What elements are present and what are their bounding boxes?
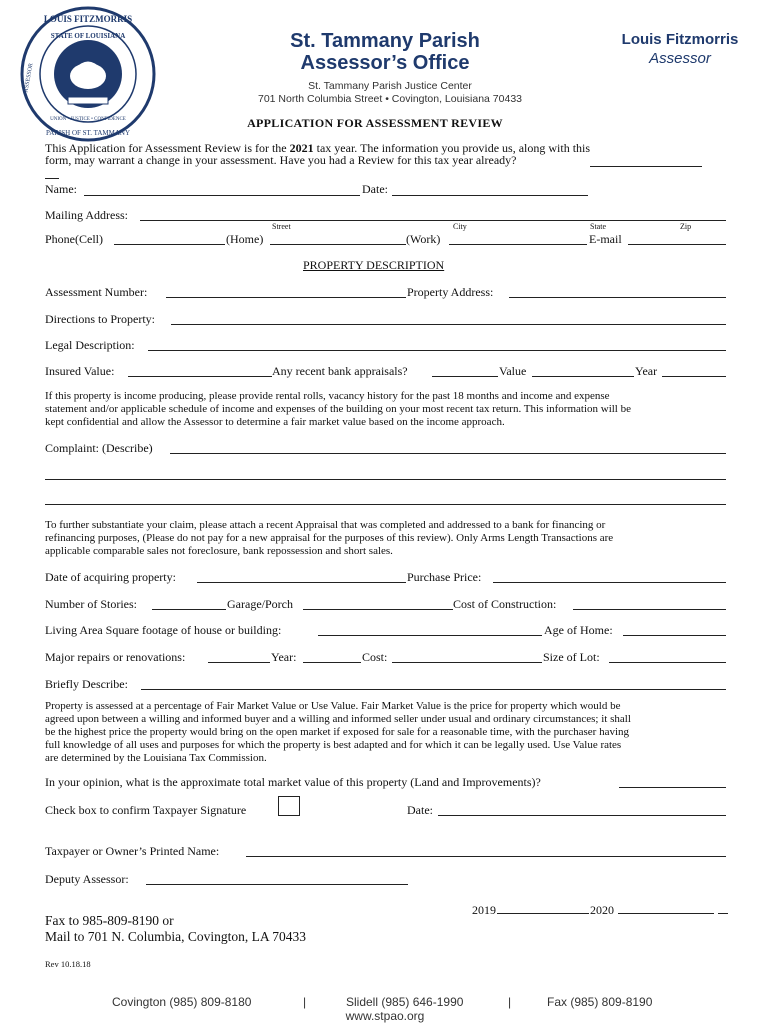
seal-top-text: LOUIS FITZMORRIS <box>43 14 133 24</box>
signature-date-label: Date: <box>407 803 433 817</box>
insured-value-field[interactable] <box>128 376 272 377</box>
intro-post: tax year. The information you provide us, along with this <box>313 141 591 155</box>
fmv-line1: Property is assessed at a percentage of Fair Market Value or Use Value. Fair Market Value is the price for property which would be <box>45 700 621 712</box>
office-title <box>230 30 540 74</box>
legal-description-label: Legal Description: <box>45 338 135 352</box>
footer-website-link[interactable]: www.stpao.org <box>345 1009 425 1023</box>
garage-porch-field[interactable] <box>303 609 453 610</box>
signature-date-field[interactable] <box>438 815 726 816</box>
submission-instructions <box>45 913 306 945</box>
age-of-home-label: Age of Home: <box>544 623 613 637</box>
insured-value-label: Insured Value: <box>45 364 115 378</box>
fmv-line2: agreed upon between a willing and informed buyer and a willing and informed seller under usual and ordinary circumstances; it shall <box>45 713 631 725</box>
repairs-cost-field[interactable] <box>392 662 542 663</box>
complaint-field[interactable] <box>170 453 726 454</box>
property-description-heading: PROPERTY DESCRIPTION <box>303 258 445 272</box>
repairs-field[interactable] <box>208 662 270 663</box>
legal-description-field[interactable] <box>148 350 726 351</box>
fmv-line3: be the highest price the property would bring on the open market if exposed for sale for a reasonable time, with the purchaser having <box>45 726 630 738</box>
repairs-label: Major repairs or renovations: <box>45 650 186 664</box>
intro-year: 2021 <box>289 141 314 155</box>
name-label: Name: <box>45 182 77 196</box>
year-2019-label: 2019 <box>472 903 496 917</box>
garage-porch-label: Garage/Porch <box>227 597 293 611</box>
mailing-address-field[interactable] <box>140 220 726 221</box>
income-line1: If this property is income producing, please provide rental rolls, vacancy history for the past 18 months and income and expense <box>45 390 610 402</box>
complaint-field-line3[interactable] <box>45 504 726 505</box>
year-2020-label: 2020 <box>590 903 614 917</box>
stories-field[interactable] <box>152 609 226 610</box>
zip-caption: Zip <box>680 222 692 231</box>
phone-work-field[interactable] <box>449 244 587 245</box>
assessment-number-field[interactable] <box>166 297 406 298</box>
directions-label: Directions to Property: <box>45 312 155 326</box>
intro-line2: form, may warrant a change in your assessment. Have you had a Review for this tax year already? <box>45 153 517 167</box>
footer-fax: Fax (985) 809-8190 <box>547 995 653 1009</box>
fair-market-value-explanation <box>45 700 745 765</box>
prior-review-answer-field[interactable] <box>590 166 702 167</box>
office-title-line1: St. Tammany Parish <box>290 30 480 52</box>
income-line2: statement and/or applicable schedule of income and expenses of the building on your most recent tax return. This information will be <box>45 403 631 415</box>
substantiate-line1: To further substantiate your claim, please attach a recent Appraisal that was completed and addressed to a bank for financing or <box>45 519 606 531</box>
age-of-home-field[interactable] <box>623 635 726 636</box>
address-line2: 701 North Columbia Street • Covington, Louisiana 70433 <box>257 93 522 105</box>
phone-home-label: (Home) <box>226 232 264 246</box>
repairs-year-label: Year: <box>271 650 297 664</box>
intro-pre: This Application for Assessment Review is for the <box>45 141 290 155</box>
lot-size-label: Size of Lot: <box>543 650 600 664</box>
footer-covington-phone: Covington (985) 809-8180 <box>112 995 252 1009</box>
appraisal-year-label: Year <box>635 364 658 378</box>
living-area-field[interactable] <box>318 635 542 636</box>
property-address-label: Property Address: <box>407 285 494 299</box>
phone-cell-label: Phone(Cell) <box>45 232 103 246</box>
repairs-cost-label: Cost: <box>362 650 388 664</box>
fax-instruction: Fax to 985-809-8190 or <box>45 913 174 928</box>
deputy-assessor-label: Deputy Assessor: <box>45 872 129 886</box>
seal-side-text: ASSESSOR <box>23 62 35 93</box>
year-2019-field[interactable] <box>497 913 589 914</box>
name-field[interactable] <box>84 195 360 196</box>
footer-slidell-phone: Slidell (985) 646-1990 <box>346 995 464 1009</box>
bank-appraisals-field[interactable] <box>432 376 498 377</box>
seal-motto-text: UNION • JUSTICE • CONFIDENCE <box>50 117 126 122</box>
taxpayer-signature-checkbox[interactable] <box>278 796 300 816</box>
market-value-opinion-label: In your opinion, what is the approximate total market value of this property (Land and Improvements)? <box>45 775 541 789</box>
lot-size-field[interactable] <box>609 662 726 663</box>
form-title: APPLICATION FOR ASSESSMENT REVIEW <box>247 116 503 130</box>
street-caption: Street <box>272 222 291 231</box>
appraisal-year-field[interactable] <box>662 376 726 377</box>
fmv-line5: are determined by the Louisiana Tax Commission. <box>45 752 267 764</box>
briefly-describe-label: Briefly Describe: <box>45 677 128 691</box>
mailing-address-label: Mailing Address: <box>45 208 128 222</box>
city-caption: City <box>453 222 467 231</box>
date-acquiring-field[interactable] <box>197 582 406 583</box>
year-2020-field-tail[interactable] <box>718 913 728 914</box>
footer-separator-1: | <box>303 995 307 1009</box>
briefly-describe-field[interactable] <box>141 689 726 690</box>
income-instructions <box>45 390 735 429</box>
market-value-opinion-field[interactable] <box>619 787 726 788</box>
appraisal-value-label: Value <box>499 364 527 378</box>
seal-bottom-text: PARISH OF ST. TAMMANY <box>45 129 131 137</box>
office-title-line2: Assessor’s Office <box>300 52 470 74</box>
date-label: Date: <box>362 182 388 196</box>
purchase-price-field[interactable] <box>493 582 726 583</box>
directions-field[interactable] <box>171 324 726 325</box>
construction-cost-label: Cost of Construction: <box>453 597 557 611</box>
state-caption: State <box>590 222 606 231</box>
assessor-name: Louis Fitzmorris <box>621 31 739 48</box>
repairs-year-field[interactable] <box>303 662 361 663</box>
year-2020-field[interactable] <box>618 913 714 914</box>
printed-name-label: Taxpayer or Owner’s Printed Name: <box>45 844 220 858</box>
stories-label: Number of Stories: <box>45 597 137 611</box>
substantiate-line2: refinancing purposes, (Please do not pay for a new appraisal for the purposes of this review). Only Arms Length Transactions are <box>45 532 614 544</box>
property-address-field[interactable] <box>509 297 726 298</box>
address-line1: St. Tammany Parish Justice Center <box>308 80 472 92</box>
assessor-title: Assessor <box>649 50 711 67</box>
prior-review-answer-field-continued[interactable] <box>45 178 59 179</box>
phone-work-label: (Work) <box>406 232 441 246</box>
living-area-label: Living Area Square footage of house or building: <box>45 623 282 637</box>
fmv-line4: full knowledge of all uses and purposes for which the property is best adapted and for which it can be legally used. Use Value rates <box>45 739 622 751</box>
purchase-price-label: Purchase Price: <box>407 570 482 584</box>
mail-instruction: Mail to 701 N. Columbia, Covington, LA 70433 <box>45 929 307 944</box>
phone-cell-field[interactable] <box>114 244 225 245</box>
deputy-assessor-field[interactable] <box>146 884 408 885</box>
income-line3: kept confidential and allow the Assessor to determine a fair market value based on the income approach. <box>45 416 505 428</box>
office-address <box>230 80 550 106</box>
construction-cost-field[interactable] <box>573 609 726 610</box>
revision-note: Rev 10.18.18 <box>45 959 91 969</box>
date-field[interactable] <box>392 195 588 196</box>
assessment-number-label: Assessment Number: <box>45 285 148 299</box>
substantiate-line3: applicable comparable sales not foreclosure, bank repossession and short sales. <box>45 545 393 557</box>
complaint-field-line2[interactable] <box>45 479 726 480</box>
printed-name-field[interactable] <box>246 856 726 857</box>
footer-separator-2: | <box>508 995 512 1009</box>
phone-home-field[interactable] <box>270 244 406 245</box>
bank-appraisals-label: Any recent bank appraisals? <box>272 364 408 378</box>
substantiate-instructions <box>45 519 735 558</box>
seal-state-text: STATE OF LOUISIANA <box>50 32 126 40</box>
email-field[interactable] <box>628 244 726 245</box>
taxpayer-signature-label: Check box to confirm Taxpayer Signature <box>45 803 247 817</box>
complaint-label: Complaint: (Describe) <box>45 441 153 455</box>
appraisal-value-field[interactable] <box>532 376 634 377</box>
email-label: E-mail <box>589 232 622 246</box>
date-acquiring-label: Date of acquiring property: <box>45 570 176 584</box>
